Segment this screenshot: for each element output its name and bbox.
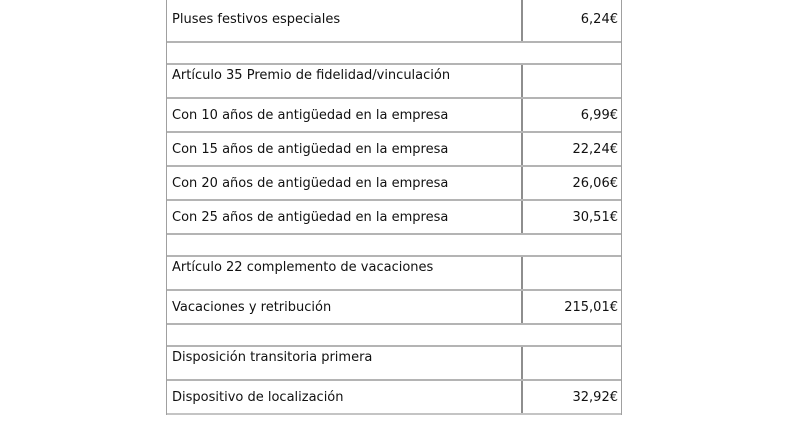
row-value: 32,92€ (572, 389, 618, 405)
section-header-row (167, 65, 621, 99)
row-label: Con 10 años de antigüedad en la empresa (167, 99, 523, 131)
section-header-row (167, 347, 621, 381)
section-header-row (167, 257, 621, 291)
spacer-row (167, 43, 621, 65)
row-value: 215,01€ (564, 299, 618, 315)
tariff-table (166, 0, 622, 415)
spacer-row (167, 325, 621, 347)
table-row (167, 291, 621, 325)
row-value (523, 65, 621, 97)
row-label: Con 20 años de antigüedad en la empresa (167, 167, 523, 199)
row-value: 22,24€ (572, 141, 618, 157)
table-row (167, 133, 621, 167)
row-label: Dispositivo de localización (167, 381, 523, 413)
row-value (523, 347, 621, 379)
row-label: Con 25 años de antigüedad en la empresa (167, 201, 523, 233)
section-title: Artículo 22 complemento de vacaciones (167, 257, 523, 289)
row-label: Vacaciones y retribución (167, 291, 523, 323)
row-value: 6,24€ (580, 12, 618, 27)
row-label: Con 15 años de antigüedad en la empresa (167, 133, 523, 165)
table-row (167, 99, 621, 133)
section-title: Artículo 35 Premio de fidelidad/vinculación (167, 65, 523, 97)
row-label: Pluses festivos especiales (167, 0, 523, 41)
table-row (167, 167, 621, 201)
table-row (167, 0, 621, 43)
row-value: 6,99€ (580, 107, 618, 123)
row-value: 26,06€ (572, 175, 618, 191)
table-row (167, 381, 621, 415)
spacer-row (167, 235, 621, 257)
table-row (167, 201, 621, 235)
row-value: 30,51€ (572, 209, 618, 225)
section-title: Disposición transitoria primera (167, 347, 523, 379)
row-value (523, 257, 621, 289)
